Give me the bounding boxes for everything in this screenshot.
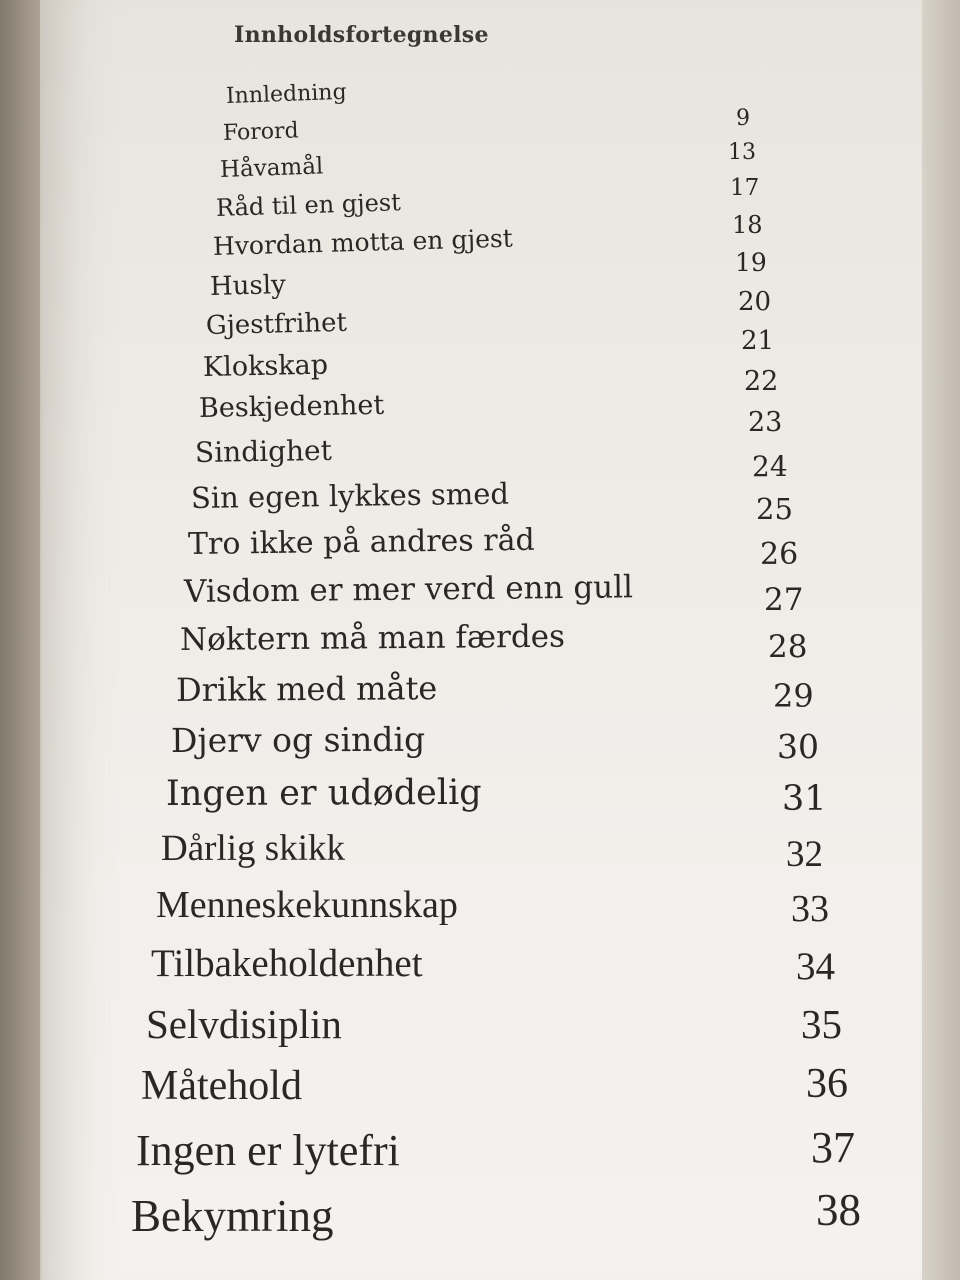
toc-entry-title: Sin egen lykkes smed — [190, 476, 510, 515]
toc-entry-title: Visdom er mer verd enn gull — [183, 569, 634, 610]
toc-heading: Innholdsfortegnelse — [234, 22, 489, 48]
toc-entry-page-number: 13 — [728, 140, 756, 165]
toc-entry-page-number: 38 — [816, 1185, 861, 1235]
toc-entry-title: Innledning — [225, 79, 347, 109]
toc-entry-page-number: 34 — [796, 945, 835, 988]
toc-entry-page-number: 18 — [732, 211, 763, 239]
toc-entry-page-number: 35 — [801, 1001, 842, 1047]
toc-entry-page-number: 29 — [773, 677, 814, 715]
toc-entry-title: Beskjedenhet — [198, 389, 385, 424]
toc-entry-page-number: 19 — [735, 248, 767, 277]
toc-entry-title: Råd til en gjest — [215, 188, 402, 222]
toc-entry-title: Tilbakeholdenhet — [151, 942, 423, 985]
toc-entry-title: Dårlig skikk — [160, 827, 345, 869]
toc-entry-title: Nøktern må man færdes — [179, 618, 566, 658]
toc-entry-title: Tro ikke på andres råd — [187, 522, 535, 562]
toc-entry-title: Gjestfrihet — [205, 307, 348, 341]
toc-entry-title: Bekymring — [131, 1191, 334, 1241]
toc-entry-title: Menneskekunnskap — [156, 884, 458, 926]
toc-entry-page-number: 24 — [752, 450, 788, 483]
toc-entry-title: Ingen er lytefri — [136, 1126, 400, 1175]
toc-entry-page-number: 37 — [811, 1123, 855, 1172]
toc-entry-title: Husly — [209, 270, 287, 302]
toc-entry-page-number: 25 — [756, 492, 793, 526]
toc-entry-title: Sindighet — [194, 433, 333, 469]
toc-entry-page-number: 20 — [738, 287, 772, 317]
toc-entry-page-number: 36 — [806, 1061, 848, 1107]
toc-entry-page-number: 21 — [741, 326, 775, 356]
toc-entry-page-number: 17 — [730, 175, 760, 201]
toc-entry-title: Djerv og sindig — [170, 719, 426, 760]
page-edge-shadow — [920, 0, 960, 1280]
toc-entry-title: Selvdisiplin — [146, 1001, 342, 1047]
toc-entry-page-number: 22 — [744, 366, 779, 397]
toc-entry-title: Ingen er udødelig — [165, 772, 482, 814]
toc-entry-page-number: 30 — [777, 727, 819, 766]
toc-entry-page-number: 28 — [768, 629, 808, 665]
toc-entry-title: Forord — [222, 118, 300, 146]
toc-entry-title: Klokskap — [202, 349, 329, 383]
toc-entry-page-number: 33 — [791, 888, 829, 930]
toc-entry-page-number: 26 — [760, 537, 799, 572]
toc-entry-page-number: 27 — [764, 582, 804, 618]
toc-entry-title: Hvordan motta en gjest — [212, 223, 514, 261]
toc-entry-title: Håvamål — [219, 153, 324, 183]
toc-entry-page-number: 9 — [736, 106, 750, 131]
toc-entry-page-number: 23 — [748, 407, 783, 438]
toc-entry-title: Måtehold — [141, 1063, 302, 1109]
toc-entry-title: Drikk med måte — [175, 669, 438, 709]
toc-entry-page-number: 31 — [782, 779, 827, 819]
toc-entry-page-number: 32 — [786, 834, 823, 875]
